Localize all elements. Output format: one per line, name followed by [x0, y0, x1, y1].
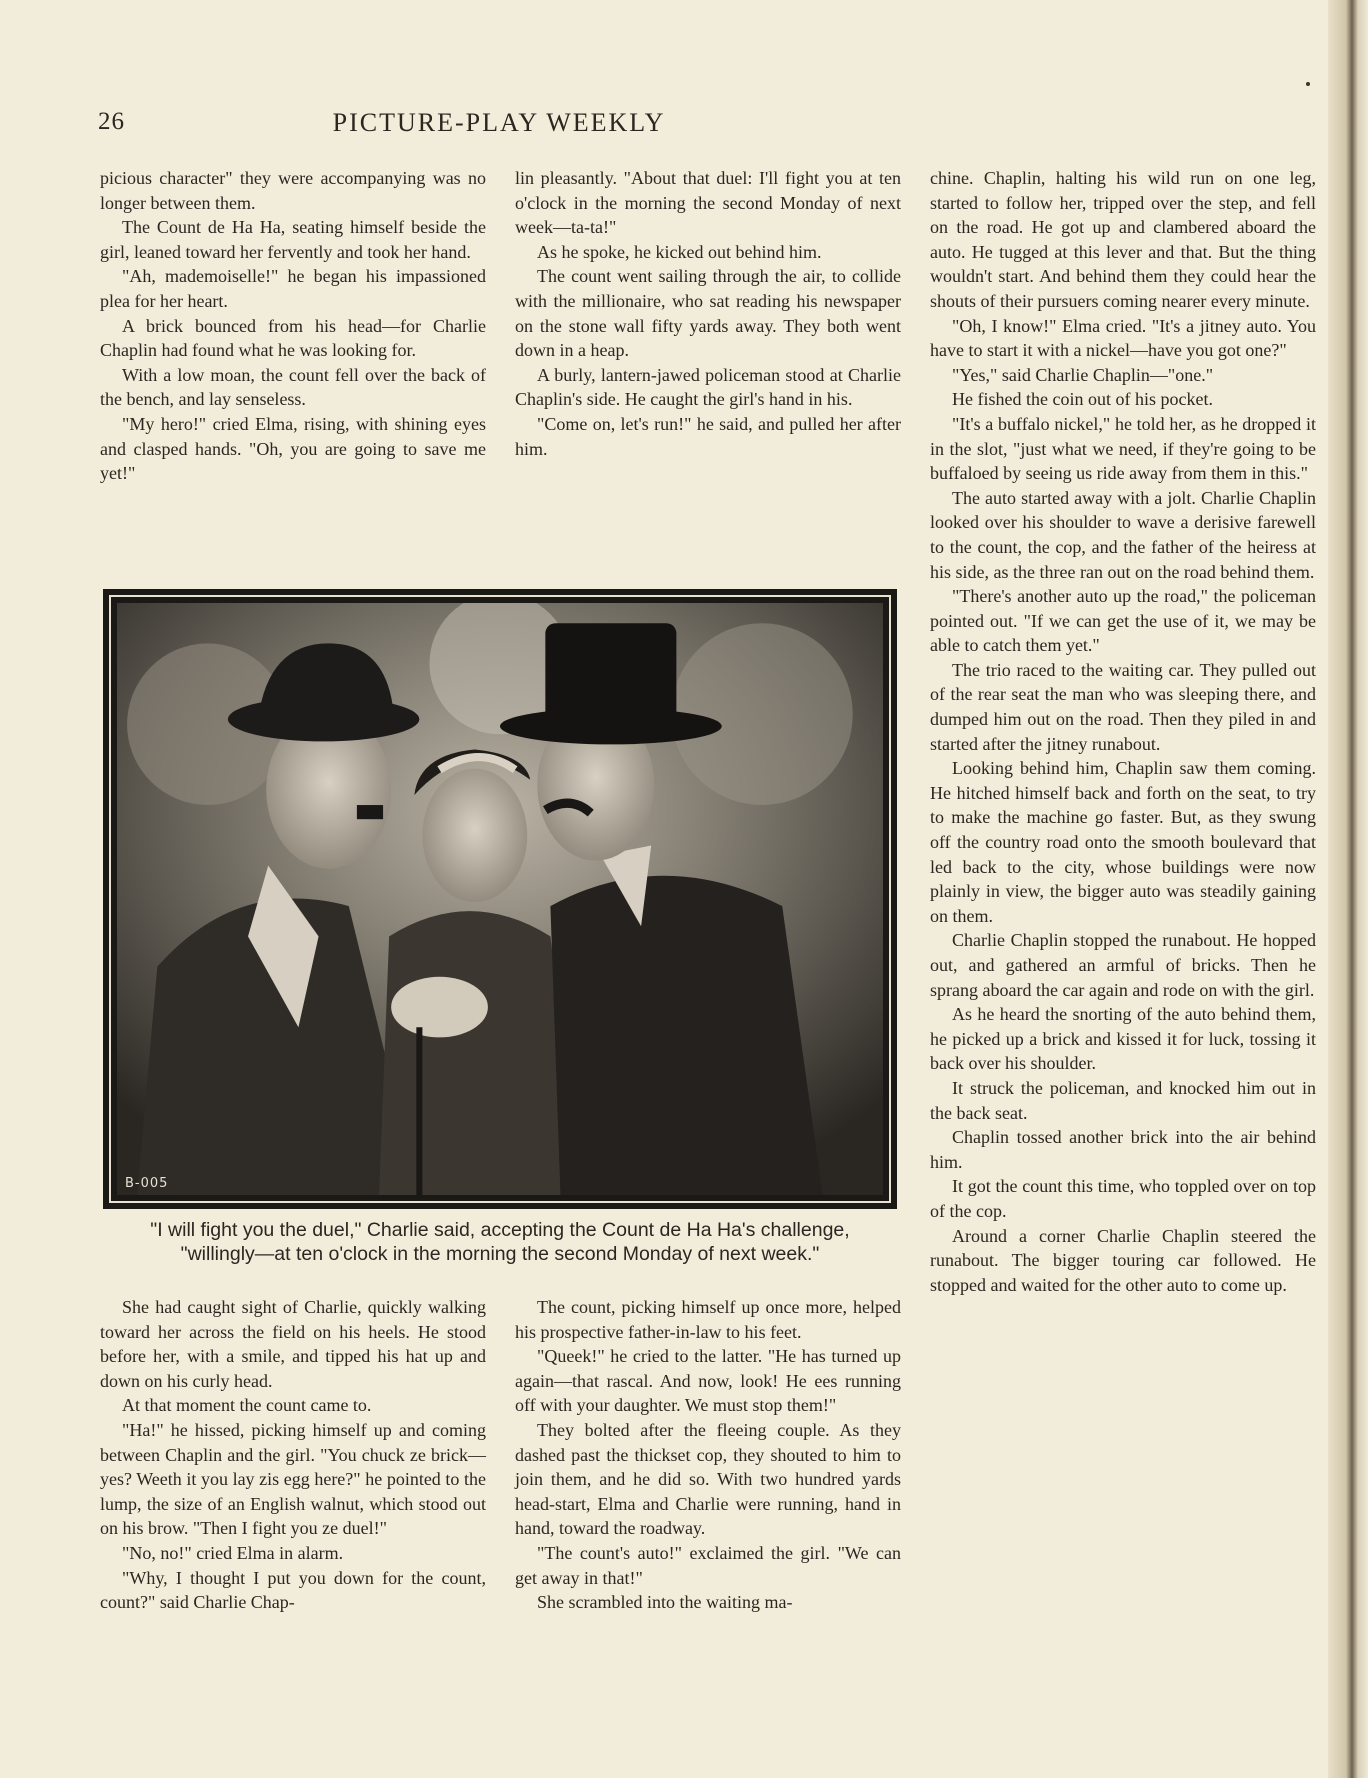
paragraph: picious character" they were accompanying was no longer between them. [100, 168, 486, 213]
paragraph: "Why, I thought I put you down for the count, count?" said Charlie Chap- [100, 1567, 486, 1613]
paragraph: The count went sailing through the air, to collide with the millionaire, who sat reading his newspaper on the stone wall fifty yards away. They both went down in a heap. [515, 266, 901, 361]
paragraph: She scrambled into the waiting ma- [537, 1592, 793, 1613]
paragraph: "Ah, mademoiselle!" he began his impassioned plea for her heart. [100, 266, 486, 311]
caption-line: "I will fight you the duel," Charlie said, accepting the Count de Ha Ha's challenge, [150, 1219, 850, 1241]
paragraph: "My hero!" cried Elma, rising, with shining eyes and clasped hands. "Oh, you are going to save me yet!" [100, 413, 486, 484]
text-column-top-middle [515, 166, 901, 461]
page-number: 26 [98, 108, 125, 135]
paragraph: Chaplin tossed another brick into the air behind him. [930, 1127, 1316, 1172]
text-column-bottom-middle [515, 1295, 901, 1615]
paragraph: lin pleasantly. "About that duel: I'll fight you at ten o'clock in the morning the second Monday of next week—ta-ta!" [515, 168, 901, 238]
film-still-photo [103, 589, 897, 1209]
photo-image [117, 603, 883, 1195]
text-column-top-left [100, 166, 486, 486]
photo-border [109, 595, 891, 1203]
caption-line: "willingly—at ten o'clock in the morning the second Monday of next week." [180, 1243, 820, 1265]
print-speck [1306, 82, 1310, 86]
paragraph: They bolted after the fleeing couple. As they dashed past the thickset cop, they shouted to him to join them, and he did so. With two hundred yards head-start, Elma and Charlie were running, hand in hand, toward the roadway. [515, 1419, 901, 1539]
paragraph: Charlie Chaplin stopped the runabout. He hopped out, and gathered an armful of bricks. Then he sprang aboard the car again and rode on with the girl. [930, 930, 1316, 1000]
paragraph: "Come on, let's run!" he said, and pulled her after him. [515, 413, 901, 459]
paragraph: "Ha!" he hissed, picking himself up and coming between Chaplin and the girl. "You chuck ze brick—yes? Weeth it you lay zis egg here?" he pointed to the lump, the size of an English walnut, which stood out on his brow. "Then I fight you ze duel!" [100, 1419, 486, 1539]
paragraph: The trio raced to the waiting car. They pulled out of the rear seat the man who was sleeping there, and dumped him out on the road. Then they piled in and started after the jitney runabout. [930, 659, 1316, 754]
paragraph: "Oh, I know!" Elma cried. "It's a jitney auto. You have to start it with a nickel—have you got one?" [930, 315, 1316, 361]
paragraph: At that moment the count came to. [122, 1395, 372, 1416]
paragraph: The count, picking himself up once more, helped his prospective father-in-law to his feet. [515, 1297, 901, 1342]
paragraph: He fished the coin out of his pocket. [952, 389, 1213, 410]
page-header [98, 108, 900, 142]
paragraph: chine. Chaplin, halting his wild run on one leg, started to follow her, tripped over the step, and fell on the road. He got up and clambered aboard the auto. He tugged at this lever and that. But the thing wouldn't start. And behind them they could hear the shouts of their pursuers coming nearer every minute. [930, 168, 1316, 311]
photo-code: B-005 [125, 1176, 169, 1191]
paragraph: With a low moan, the count fell over the back of the bench, and lay senseless. [100, 364, 486, 410]
paragraph: She had caught sight of Charlie, quickly walking toward her across the field on his heels. He stood before her, with a smile, and tipped his hat up and down on his curly head. [100, 1297, 486, 1391]
paragraph: A burly, lantern-jawed policeman stood at Charlie Chaplin's side. He caught the girl's hand in his. [515, 364, 901, 410]
paragraph: "There's another auto up the road," the policeman pointed out. "If we can get the use of it, we may be able to catch them yet." [930, 586, 1316, 656]
magazine-title: PICTURE-PLAY WEEKLY [332, 108, 666, 137]
paragraph: "No, no!" cried Elma in alarm. [122, 1542, 344, 1563]
paragraph: As he heard the snorting of the auto behind them, he picked up a brick and kissed it for luck, tossing it back over his shoulder. [930, 1004, 1316, 1074]
paragraph: It struck the policeman, and knocked him out in the back seat. [930, 1077, 1316, 1123]
paragraph: Looking behind him, Chaplin saw them coming. He hitched himself back and forth on the seat, to try to make the machine go faster. But, as they swung off the country road onto the smooth boulevard that led back to the city, whose buildings were now plainly in view, the bigger auto was steadily gaining on them. [930, 758, 1316, 926]
paragraph: Around a corner Charlie Chaplin steered the runabout. The bigger touring car followed. He stopped and waited for the other auto to come up. [930, 1225, 1316, 1295]
paragraph: It got the count this time, who toppled over on top of the cop. [930, 1176, 1316, 1221]
paragraph: The auto started away with a jolt. Charlie Chaplin looked over his shoulder to wave a derisive farewell to the count, the cop, and the father of the heiress at his side, as the three ran out on the road behind them. [930, 487, 1316, 582]
binding-gutter [1328, 0, 1368, 1778]
paragraph: "The count's auto!" exclaimed the girl. "We can get away in that!" [515, 1542, 901, 1588]
paragraph: "It's a buffalo nickel," he told her, as he dropped it in the slot, "just what we need, if they're going to be buffaloed by seeing us ride away from them in this." [930, 413, 1316, 484]
paragraph: "Yes," said Charlie Chaplin—"one." [952, 364, 1214, 385]
paragraph: A brick bounced from his head—for Charlie Chaplin had found what he was looking for. [100, 315, 486, 361]
paragraph: "Queek!" he cried to the latter. "He has turned up again—that rascal. And now, look! He ees running off with your daughter. We must stop them!" [515, 1346, 901, 1416]
text-column-bottom-left [100, 1295, 486, 1615]
text-column-right [930, 166, 1316, 1297]
paragraph: The Count de Ha Ha, seating himself beside the girl, leaned toward her fervently and took her hand. [100, 217, 486, 262]
photo-caption [100, 1218, 900, 1266]
paragraph: As he spoke, he kicked out behind him. [537, 241, 822, 262]
